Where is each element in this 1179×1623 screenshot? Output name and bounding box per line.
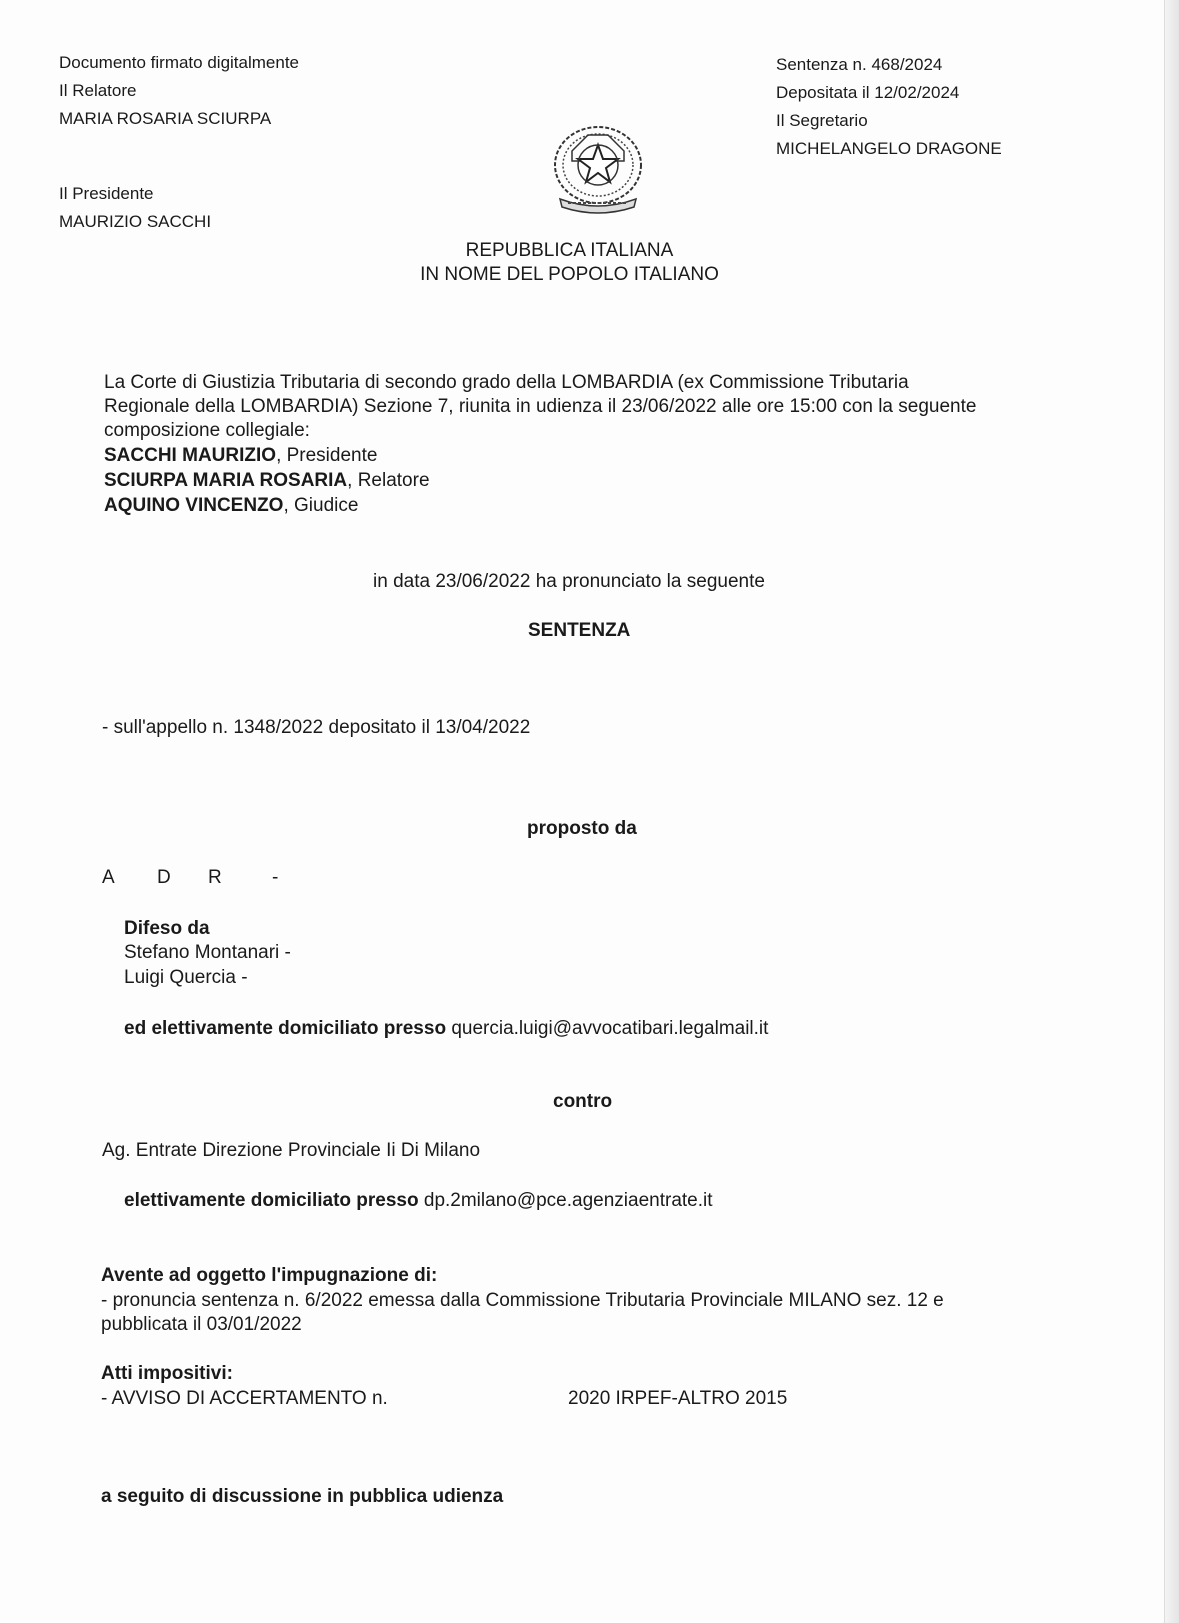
lawyer-name: Stefano Montanari - bbox=[124, 942, 291, 963]
member-name: AQUINO VINCENZO bbox=[104, 495, 284, 516]
pronounced-text: in data 23/06/2022 ha pronunciato la seguente bbox=[373, 571, 765, 592]
sentenza-heading: SENTENZA bbox=[528, 620, 631, 641]
contro-heading: contro bbox=[553, 1091, 613, 1112]
defended-domicile bbox=[124, 1017, 768, 1041]
lawyer-name: Luigi Quercia - bbox=[124, 967, 248, 988]
member-row bbox=[104, 469, 430, 493]
presidente-name: MAURIZIO SACCHI bbox=[59, 212, 212, 231]
republic-title: REPUBBLICA ITALIANA bbox=[465, 240, 674, 261]
member-role: , Presidente bbox=[276, 445, 378, 466]
italian-republic-emblem-icon bbox=[548, 121, 648, 217]
member-role: , Giudice bbox=[283, 495, 359, 516]
court-line-1: La Corte di Giustizia Tributaria di secondo grado della LOMBARDIA (ex Commissione Tributaria bbox=[104, 372, 909, 393]
court-line-2: Regionale della LOMBARDIA) Sezione 7, riunita in udienza il 23/06/2022 alle ore 15:00 con la seguente bbox=[104, 396, 977, 417]
appeal-text: - sull'appello n. 1348/2022 depositato il 13/04/2022 bbox=[102, 717, 531, 738]
proposto-heading: proposto da bbox=[527, 818, 637, 839]
domicile-email: quercia.luigi@avvocatibari.legalmail.it bbox=[451, 1018, 769, 1039]
presidente-label: Il Presidente bbox=[59, 184, 154, 203]
appellant-initial-r: R bbox=[208, 867, 222, 888]
appellant-dash: - bbox=[272, 867, 279, 888]
member-name: SCIURPA MARIA ROSARIA bbox=[104, 470, 348, 491]
signed-label: Documento firmato digitalmente bbox=[59, 53, 300, 72]
domicile-email: dp.2milano@pce.agenziaentrate.it bbox=[423, 1190, 713, 1211]
defended-label: Difeso da bbox=[124, 918, 210, 939]
appellant-initial-a: A bbox=[102, 867, 115, 888]
page-edge bbox=[1164, 0, 1179, 1623]
people-title: IN NOME DEL POPOLO ITALIANO bbox=[420, 264, 719, 285]
acts-prefix: - AVVISO DI ACCERTAMENTO n. bbox=[101, 1388, 388, 1409]
object-line-2: pubblicata il 03/01/2022 bbox=[101, 1314, 302, 1335]
acts-suffix: 2020 IRPEF-ALTRO 2015 bbox=[568, 1388, 788, 1409]
court-line-3: composizione collegiale: bbox=[104, 420, 310, 441]
domicile-label: elettivamente domiciliato presso bbox=[124, 1190, 419, 1211]
member-name: SACCHI MAURIZIO bbox=[104, 445, 277, 466]
acts-label: Atti impositivi: bbox=[101, 1363, 233, 1384]
member-row bbox=[104, 494, 358, 518]
relatore-name: MARIA ROSARIA SCIURPA bbox=[59, 109, 272, 128]
respondent-name: Ag. Entrate Direzione Provinciale Ii Di Milano bbox=[102, 1140, 481, 1161]
deposit-date: Depositata il 12/02/2024 bbox=[776, 83, 960, 102]
object-line-1: - pronuncia sentenza n. 6/2022 emessa dalla Commissione Tributaria Provinciale MILANO sez. 12 e bbox=[101, 1290, 944, 1311]
domicile-label: ed elettivamente domiciliato presso bbox=[124, 1018, 447, 1039]
sentenza-number: Sentenza n. 468/2024 bbox=[776, 55, 943, 74]
segretario-label: Il Segretario bbox=[776, 111, 868, 130]
member-row bbox=[104, 444, 377, 468]
relatore-label: Il Relatore bbox=[59, 81, 137, 100]
discussion-text: a seguito di discussione in pubblica udienza bbox=[101, 1486, 504, 1507]
object-label: Avente ad oggetto l'impugnazione di: bbox=[101, 1265, 438, 1286]
appellant-initial-d: D bbox=[157, 867, 171, 888]
member-role: , Relatore bbox=[347, 470, 430, 491]
respondent-domicile bbox=[124, 1189, 713, 1213]
segretario-name: MICHELANGELO DRAGONE bbox=[776, 139, 1002, 158]
